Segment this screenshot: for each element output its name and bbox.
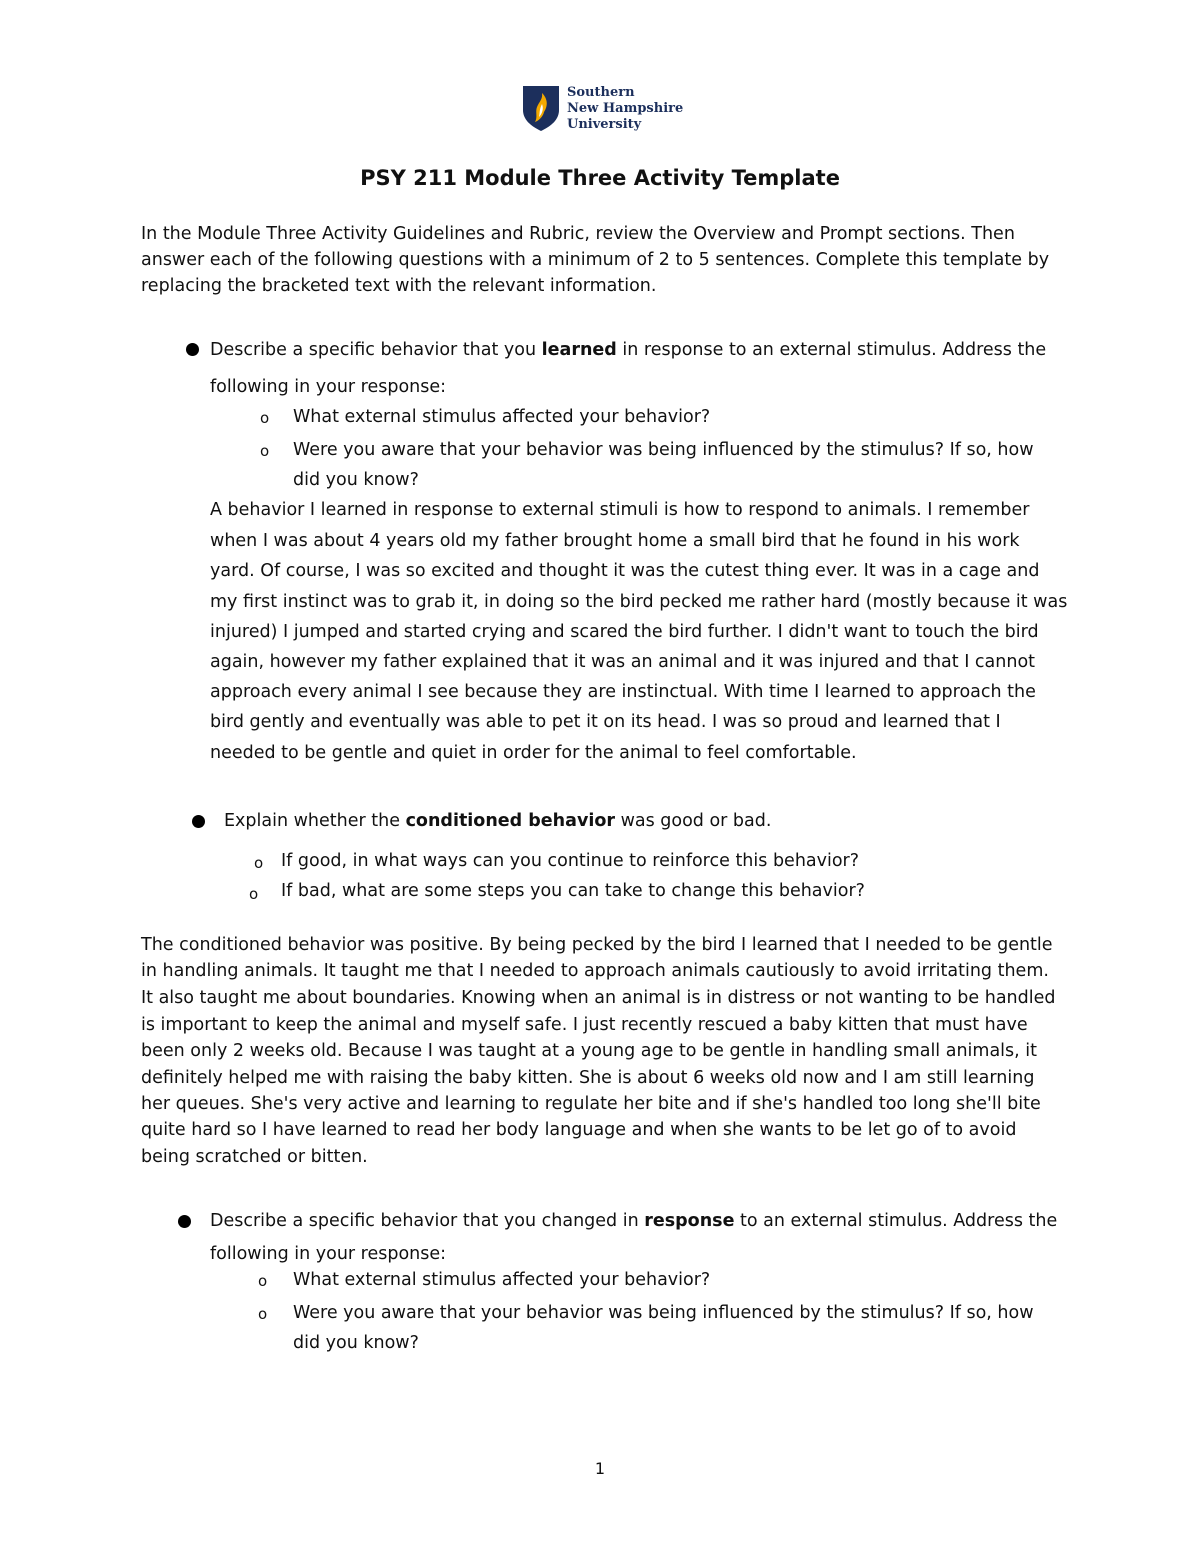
question-text: was good or bad. bbox=[615, 811, 772, 831]
sub-bullet-icon: o bbox=[249, 885, 259, 903]
sub-question: did you know? bbox=[293, 1333, 419, 1353]
intro-line: In the Module Three Activity Guidelines and Rubric, review the Overview and Prompt sections. Then bbox=[141, 224, 1015, 244]
sub-question: What external stimulus affected your behavior? bbox=[293, 1270, 711, 1290]
answer-line: when I was about 4 years old my father brought home a small bird that he found in his work bbox=[210, 531, 1020, 551]
answer-line: again, however my father explained that it was an animal and it was injured and that I cannot bbox=[210, 652, 1036, 672]
answer-line: yard. Of course, I was so excited and thought it was the cutest thing ever. It was in a cage and bbox=[210, 561, 1040, 581]
sub-question: did you know? bbox=[293, 470, 419, 490]
answer-line: needed to be gentle and quiet in order for the animal to feel comfortable. bbox=[210, 743, 857, 763]
answer-line: my first instinct was to grab it, in doing so the bird pecked me rather hard (mostly because it was bbox=[210, 592, 1068, 612]
intro-line: replacing the bracketed text with the relevant information. bbox=[141, 276, 657, 296]
answer-line: approach every animal I see because they are instinctual. With time I learned to approach the bbox=[210, 682, 1036, 702]
answer-line: being scratched or bitten. bbox=[141, 1147, 368, 1167]
logo-text-line: Southern bbox=[567, 85, 635, 100]
question-2-prompt bbox=[224, 808, 771, 834]
bullet-icon bbox=[186, 343, 199, 356]
sub-bullet-icon: o bbox=[254, 854, 264, 872]
question-emphasis: response bbox=[644, 1211, 735, 1231]
sub-bullet-icon: o bbox=[258, 1305, 268, 1323]
university-logo bbox=[521, 84, 691, 134]
page-number: 1 bbox=[594, 1459, 606, 1478]
question-emphasis: learned bbox=[541, 340, 617, 360]
document-title: PSY 211 Module Three Activity Template bbox=[360, 166, 840, 190]
answer-line: bird gently and eventually was able to pet it on its head. I was so proud and learned that I bbox=[210, 712, 1001, 732]
intro-line: answer each of the following questions with a minimum of 2 to 5 sentences. Complete this template by bbox=[141, 250, 1050, 270]
answer-line: in handling animals. It taught me that I needed to approach animals cautiously to avoid irritating them. bbox=[141, 961, 1049, 981]
answer-line: been only 2 weeks old. Because I was taught at a young age to be gentle in handling small animals, it bbox=[141, 1041, 1038, 1061]
sub-question: Were you aware that your behavior was being influenced by the stimulus? If so, how bbox=[293, 440, 1034, 460]
question-3-prompt-line2: following in your response: bbox=[210, 1244, 447, 1264]
sub-bullet-icon: o bbox=[260, 442, 270, 460]
answer-line: her queues. She's very active and learning to regulate her bite and if she's handled too long she'll bite bbox=[141, 1094, 1041, 1114]
question-3-prompt bbox=[210, 1208, 1057, 1234]
sub-question: Were you aware that your behavior was being influenced by the stimulus? If so, how bbox=[293, 1303, 1034, 1323]
sub-bullet-icon: o bbox=[258, 1272, 268, 1290]
sub-question: What external stimulus affected your behavior? bbox=[293, 407, 711, 427]
question-text: Describe a specific behavior that you changed in bbox=[210, 1211, 645, 1231]
answer-line: definitely helped me with raising the baby kitten. She is about 6 weeks old now and I am still learning bbox=[141, 1068, 1035, 1088]
answer-line: is important to keep the animal and myself safe. I just recently rescued a baby kitten that must have bbox=[141, 1015, 1028, 1035]
answer-line: injured) I jumped and started crying and scared the bird further. I didn't want to touch the bird bbox=[210, 622, 1039, 642]
answer-line: quite hard so I have learned to read her body language and when she wants to be let go of to avoid bbox=[141, 1120, 1017, 1140]
logo-text-line: University bbox=[567, 117, 642, 132]
question-1-prompt-line2: following in your response: bbox=[210, 377, 447, 397]
shield-flame-icon bbox=[521, 84, 561, 132]
answer-line: It also taught me about boundaries. Knowing when an animal is in distress or not wanting to be handled bbox=[141, 988, 1056, 1008]
question-1-prompt bbox=[210, 337, 1046, 363]
question-text: to an external stimulus. Address the bbox=[734, 1211, 1058, 1231]
question-text: Explain whether the bbox=[224, 811, 406, 831]
answer-line: The conditioned behavior was positive. By being pecked by the bird I learned that I needed to be gentle bbox=[141, 935, 1053, 955]
sub-question: If bad, what are some steps you can take to change this behavior? bbox=[281, 881, 865, 901]
logo-text-line: New Hampshire bbox=[567, 101, 684, 116]
answer-line: A behavior I learned in response to external stimuli is how to respond to animals. I remember bbox=[210, 500, 1030, 520]
question-text: Describe a specific behavior that you bbox=[210, 340, 542, 360]
question-emphasis: conditioned behavior bbox=[405, 811, 615, 831]
bullet-icon bbox=[192, 815, 205, 828]
sub-bullet-icon: o bbox=[260, 409, 270, 427]
bullet-icon bbox=[178, 1215, 191, 1228]
sub-question: If good, in what ways can you continue to reinforce this behavior? bbox=[281, 851, 860, 871]
question-text: in response to an external stimulus. Address the bbox=[616, 340, 1047, 360]
